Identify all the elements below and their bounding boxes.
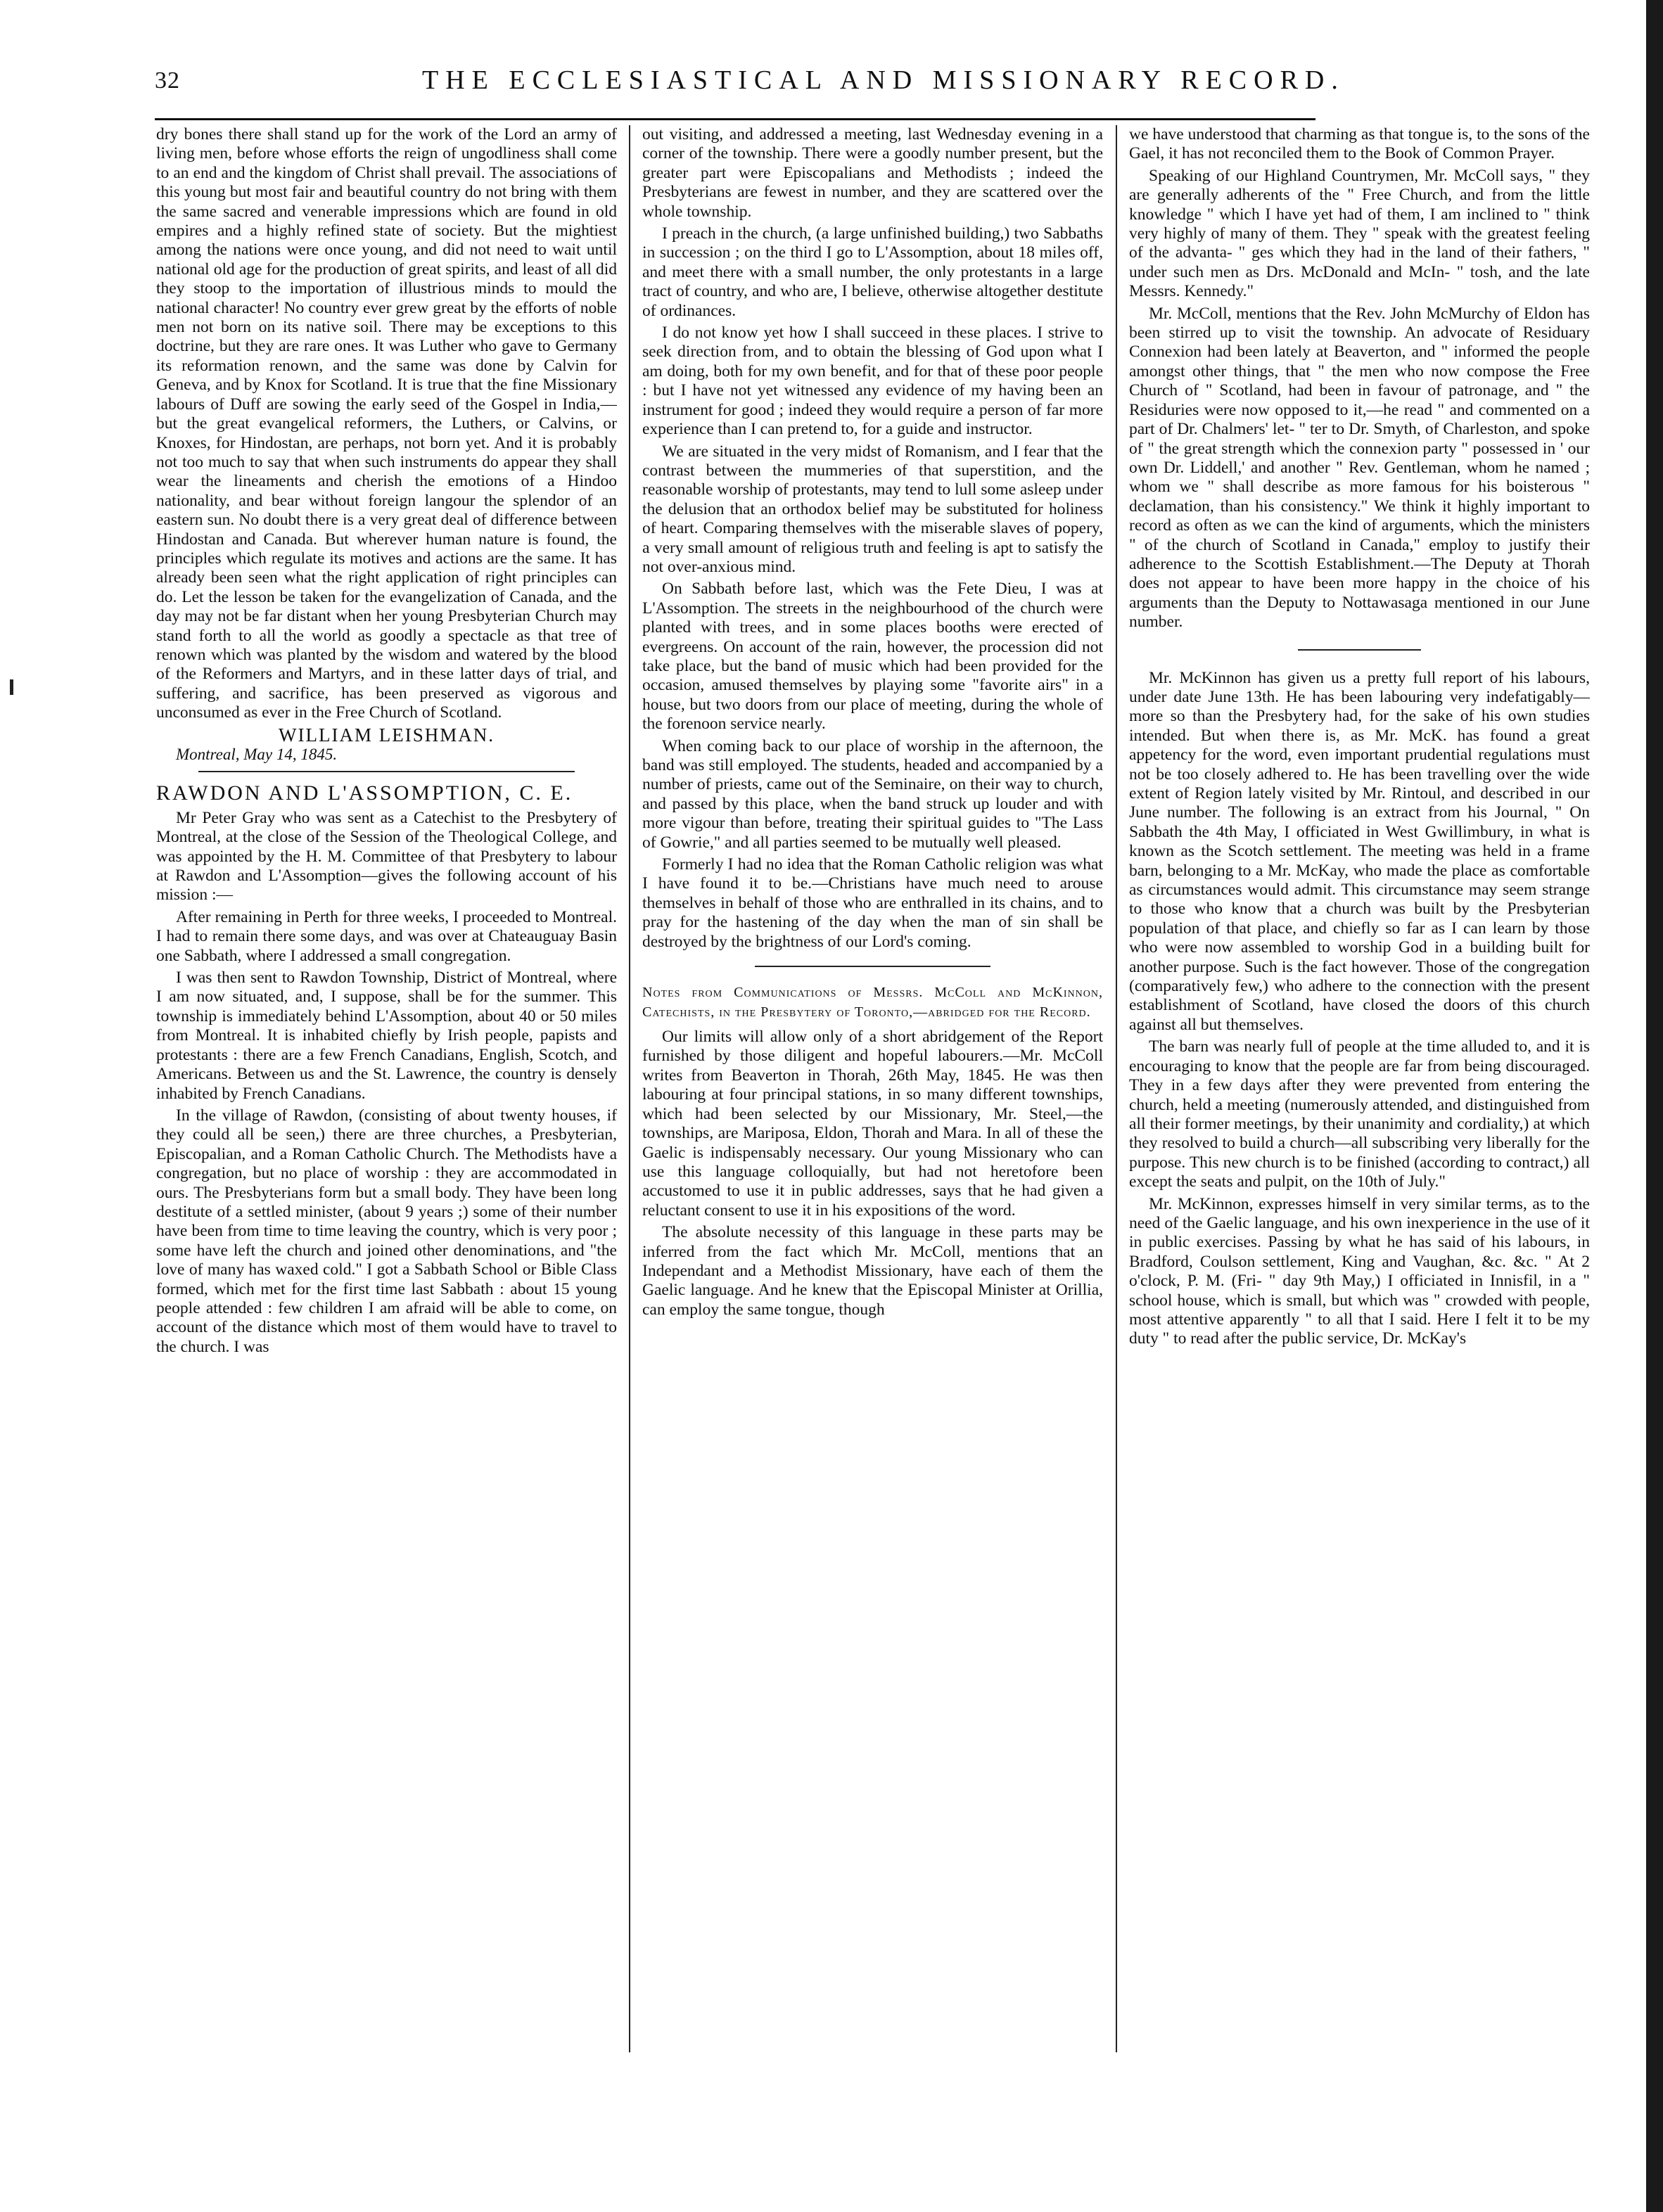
body-paragraph: Mr. McKinnon, expresses himself in very similar terms, as to the need of the Gaelic language, and his own inexperience in the use of it in public exercises. Passing by what he has said of his labours, in Bradford, Coulson settlement, King and Vaughan, &c. &c. " At 2 o'clock, P. M. (Fri- " day 9th May,) I officiated in Innisfil, in a " school house, which is small, but which was " crowded with people, most attentive apparently " to all that I said. Here I felt it to be my duty " to read after the public service, Dr. McKay's	[1129, 1194, 1590, 1348]
letter-signature: WILLIAM LEISHMAN.	[279, 724, 495, 746]
body-paragraph: The absolute necessity of this language in these parts may be inferred from the fact which Mr. McColl, mentions that an Independant and a Methodist Missionary, have each of them the Gaelic language. And he knew that the Episcopal Minister at Orillia, can employ the same tongue, though	[642, 1223, 1103, 1319]
body-paragraph: I was then sent to Rawdon Township, District of Montreal, where I am now situated, and, I suppose, shall be for the summer. This township is immediately behind L'Assomption, about 40 or 50 miles from Montreal. It is inhabited chiefly by Irish people, papists and protestants : there are a few French Canadians, English, Scotch, and Americans. Between us and the St. Lawrence, the country is densely inhabited by French Canadians.	[156, 968, 617, 1103]
section-separator	[1298, 649, 1421, 651]
column-right	[1129, 125, 1590, 2052]
column-divider	[1116, 125, 1117, 2052]
scan-mark	[10, 679, 13, 695]
body-paragraph: After remaining in Perth for three weeks, I proceeded to Montreal. I had to remain there some days, and was over at Chateauguay Basin one Sabbath, where I addressed a small congregation.	[156, 907, 617, 965]
body-paragraph: I preach in the church, (a large unfinished building,) two Sabbaths in succession ; on the third I go to L'Assomption, about 18 miles off, and meet there with a small number, the only protestants in a large tract of country, and who are, I believe, otherwise altogether destitute of ordinances.	[642, 224, 1103, 320]
body-paragraph: We are situated in the very midst of Romanism, and I fear that the contrast between the mummeries of that superstition, and the reasonable worship of protestants, may tend to lull some asleep under the delusion that an orthodox belief may be substituted for holiness of heart. Comparing themselves with the miserable slaves of popery, a very small amount of religious truth and feeling is apt to satisfy the not over-anxious mind.	[642, 442, 1103, 576]
scan-edge	[1646, 0, 1663, 2212]
body-paragraph: Mr Peter Gray who was sent as a Catechist to the Presbytery of Montreal, at the close of the Session of the Theological College, and was appointed by the H. M. Committee of that Presbytery to labour at Rawdon and L'Assomption—gives the following account of his mission :—	[156, 808, 617, 904]
section-heading: Notes from Communications of Messrs. McColl and McKinnon, Catechists, in the Presbytery of Toronto,—abridged for the Record.	[642, 985, 1103, 1021]
body-paragraph: When coming back to our place of worship in the afternoon, the band was still employed. The students, headed and accompanied by a number of priests, came out of the Seminaire, on their way to church, and passed by this place, when the band struck up louder and with more vigour than before, treating their spiritual guides to "The Lass of Gowrie," and all parties seemed to be mutually well pleased.	[642, 736, 1103, 852]
body-paragraph: Our limits will allow only of a short abridgement of the Report furnished by those diligent and hopeful labourers.—Mr. McColl writes from Beaverton in Thorah, 26th May, 1845. He was then labouring at four principal stations, in so many different townships, which had been selected by our Missionary, Mr. Steel,—the townships, are Mariposa, Eldon, Thorah and Mara. In all of these the Gaelic is indispensably necessary. Our young Missionary who can use this language colloquially, but had not heretofore been accustomed to use it in public addresses, says that he had given a reluctant consent to use it in his expositions of the word.	[642, 1028, 1103, 1220]
body-paragraph: dry bones there shall stand up for the work of the Lord an army of living men, before whose efforts the reign of ungodliness shall come to an end and the kingdom of Christ shall prevail. The associations of this young but most fair and beautiful country do not bring with them the same sacred and venerable impressions which are found in old empires and a highly refined state of society. But the mightiest among the nations were once young, and did not need to wait until national old age for the production of great spirits, and least of all did they stoop to the importation of illustrious minds to mould the national character! No country ever grew great by the efforts of noble men not born on its native soil. There may be exceptions to this doctrine, but they are rare ones. It was Luther who gave to Germany its reformation renown, and the same was done by Calvin for Geneva, and by Knox for Scotland. It is true that the fine Missionary labours of Duff are sowing the early seed of the Gospel in India,—but the great evangelical reformers, the Luthers, or Calvins, or Knoxes, for Hindostan, are perhaps, not born yet. And it is probably not too much to say that when such instruments do appear they shall wear the lineaments and cherish the emotions of a Hindoo nationality, and bear without foreign langour the splendor of an eastern sun. No doubt there is a very great deal of difference between Hindostan and Canada. But wherever human nature is found, the principles which regulate its motives and actions are the same. It has already been seen what the right application of right principles can do. Let the lesson be taken for the evangelization of Canada, and the day may not be far distant when her young Presbyterian Church may stand forth to all the world as goodly a spectacle as that tree of renown which was planted by the wisdom and watered by the blood of the Reformers and Martyrs, and in these latter days of trial, and suffering, and sacrifice, has been preserved as vigorous and unconsumed as ever in the Free Church of Scotland.	[156, 125, 617, 722]
page-number: 32	[155, 68, 180, 94]
body-paragraph: Mr. McColl, mentions that the Rev. John McMurchy of Eldon has been stirred up to visit the township. An advocate of Residuary Connexion had been lately at Beaverton, and " informed the people amongst other things, that " the men who now compose the Free Church of " Scotland, had been in favour of patronage, and " the Residuries were now opposed to it,—he read " and commented on a part of Dr. Chalmers' let- " ter to Dr. Smyth, of Charleston, and spoke of " the great strength which the connexion party " possessed in ' our own Dr. Liddell,' and another " Rev. Gentleman, whom he named ; whom we " shall describe as more famous for his boisterous " declamation, than his consistency." We think it highly important to record as often as we can the kind of arguments, which the ministers " of the church of Scotland in Canada," employ to justify their adherence to the Scottish Establishment.—The Deputy at Thorah does not appear to have been more happy in the choice of his arguments than the Deputy to Nottawasaga mentioned in our June number.	[1129, 304, 1590, 632]
body-paragraph: Formerly I had no idea that the Roman Catholic religion was what I have found it to be.—Christians have much need to arouse themselves in behalf of those who are enthralled in its chains, and to pray for the hastening of the day when the man of sin shall be destroyed by the brightness of our Lord's coming.	[642, 855, 1103, 951]
letter-dateline: Montreal, May 14, 1845.	[176, 746, 338, 763]
column-left	[156, 125, 617, 2052]
body-paragraph: Speaking of our Highland Countrymen, Mr. McColl says, " they are generally adherents of the " Free Church, and from the little knowledge " which I have yet had of them, I am inclined to " think very highly of many of them. They " speak with the greatest feeling of the advanta- " ges which they had in the land of their fathers, " under such men as Drs. McDonald and McIn- " tosh, and the late Messrs. Kennedy."	[1129, 166, 1590, 301]
section-heading: RAWDON AND L'ASSOMPTION, C. E.	[156, 781, 573, 805]
body-paragraph: I do not know yet how I shall succeed in these places. I strive to seek direction from, and to obtain the blessing of God upon what I am doing, both for my own benefit, and for that of these poor people : but I have not yet witnessed any evidence of my having been an instrument for good ; indeed they would require a person of far more experience than I can pretend to, for a guide and instructor.	[642, 324, 1103, 439]
body-paragraph: On Sabbath before last, which was the Fete Dieu, I was at L'Assomption. The streets in the neighbourhood of the church were planted with trees, and in some places booths were erected of evergreens. On account of the rain, however, the procession did not take place, but the band of music which had been provided for the occasion, amused themselves by playing some "favorite airs" in a house, but two doors from our place of meeting, during the whole of the forenoon service nearly.	[642, 580, 1103, 734]
body-paragraph: Mr. McKinnon has given us a pretty full report of his labours, under date June 13th. He has been labouring very indefatigably—more so than the Presbytery had, for the sake of his own studies intended. But when there is, as Mr. McK. has found a great appetency for the word, even important prudential regulations must not be too closely adhered to. He has been travelling over the wide extent of Region lately visited by Mr. Rintoul, and described in our June number. The following is an extract from his Journal, " On Sabbath the 4th May, I officiated in West Gwillimbury, in what is known as the Scotch settlement. The meeting was held in a frame barn, belonging to a Mr. McKay, who made the place as comfortable as circumstances would admit. This circumstance may seem strange to those who know that a church was built by the Presbyterian population of that place, and chiefly so far as I can learn by those who were now assembled to worship God in a building built for another purpose. Such is the fact however. Those of the congregation (comparatively few,) who adhere to the connection with the present establishment of Scotland, have closed the doors of this church against all but themselves.	[1129, 668, 1590, 1034]
body-paragraph: In the village of Rawdon, (consisting of about twenty houses, if they could all be seen,) there are three churches, a Presbyterian, Episcopalian, and a Roman Catholic Church. The Methodists have a congregation, but no place of worship : they are accommodated in ours. The Presbyterians form but a small body. They have been long destitute of a settled minister, (about 9 years ;) some of their number have been from time to time leaving the country, which is very poor ; some have left the church and joined other denominations, and "the love of many has waxed cold." I got a Sabbath School or Bible Class formed, which met for the first time last Sabbath : about 15 young people attended : few children I am afraid will be able to come, on account of the distance which most of them would have to travel to the church. I was	[156, 1106, 617, 1356]
section-separator	[198, 771, 575, 772]
column-divider	[629, 125, 630, 2052]
running-title: THE ECCLESIASTICAL AND MISSIONARY RECORD.	[422, 65, 1345, 95]
column-middle	[642, 125, 1103, 2052]
body-paragraph: The barn was nearly full of people at the time alluded to, and it is encouraging to know that the people are far from being discouraged. They in a few days after they were prevented from entering the church, held a meeting (numerously attended, and distinguished from all their former meetings, by their unanimity and cordiality,) at which they resolved to build a church—all subscribing very liberally for the purpose. This new church is to be finished (according to contract,) all except the seats and pulpit, on the 10th of July."	[1129, 1037, 1590, 1191]
body-paragraph: we have understood that charming as that tongue is, to the sons of the Gael, it has not reconciled them to the Book of Common Prayer.	[1129, 125, 1590, 163]
page-header	[155, 65, 1345, 107]
section-separator	[755, 966, 990, 967]
header-rule	[155, 118, 1315, 120]
body-paragraph: out visiting, and addressed a meeting, last Wednesday evening in a corner of the township. There were a goodly number present, but the greater part were Episcopalians and Methodists ; indeed the Presbyterians are fewest in number, and they are scattered over the whole township.	[642, 125, 1103, 221]
